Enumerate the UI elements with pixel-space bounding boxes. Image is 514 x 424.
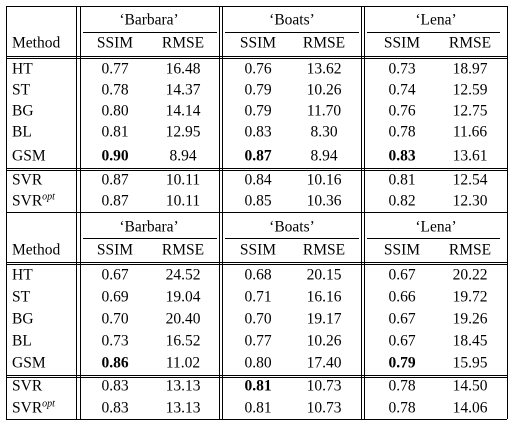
method-name [12, 172, 42, 188]
method-superscript: opt [42, 398, 55, 410]
ssim-value: 0.90 [101, 147, 129, 165]
rmse-value: 16.48 [165, 60, 201, 78]
ssim-value: 0.69 [101, 288, 129, 306]
ssim-value: 0.76 [388, 102, 416, 120]
method-name [12, 193, 55, 209]
rmse-value: 10.73 [306, 399, 342, 417]
method-label: BG [12, 310, 34, 328]
ssim-value: 0.66 [388, 288, 416, 306]
ssim-value: 0.81 [244, 377, 272, 395]
ssim-value: 0.67 [101, 266, 129, 284]
method-name [12, 289, 30, 305]
table-top-rule [6, 212, 507, 213]
ssim-value: 0.78 [388, 377, 416, 395]
ssim-value: 0.80 [244, 354, 272, 372]
image-name-header: ‘Lena’ [415, 218, 457, 236]
rmse-value: 10.26 [306, 332, 342, 350]
ssim-value: 0.78 [101, 81, 129, 99]
method-label: SVR [12, 399, 43, 417]
ssim-value: 0.76 [244, 60, 272, 78]
left-border [6, 6, 7, 212]
ssim-value: 0.79 [244, 81, 272, 99]
header-rule-second [6, 58, 507, 59]
ssim-header: SSIM [383, 34, 421, 52]
rmse-value: 8.94 [169, 147, 197, 165]
group-underline [225, 238, 359, 239]
ssim-value: 0.68 [244, 266, 272, 284]
method-name [12, 124, 32, 140]
rmse-value: 19.72 [452, 288, 488, 306]
ssim-value: 0.81 [244, 399, 272, 417]
column-double-rule [222, 212, 223, 419]
method-name [12, 355, 46, 371]
ssim-value: 0.80 [101, 102, 129, 120]
rmse-value: 19.17 [306, 310, 342, 328]
column-double-rule [80, 212, 81, 419]
method-label: GSM [12, 147, 46, 165]
method-name [12, 82, 30, 98]
table-bottom-rule [6, 419, 507, 420]
method-header: Method [12, 34, 61, 52]
ssim-value: 0.83 [388, 147, 416, 165]
ssim-value: 0.77 [244, 332, 272, 350]
header-rule [6, 262, 507, 263]
ssim-header: SSIM [239, 241, 277, 259]
column-double-rule [219, 212, 220, 419]
rmse-value: 18.97 [452, 60, 488, 78]
ssim-value: 0.83 [244, 123, 272, 141]
ssim-value: 0.73 [101, 332, 129, 350]
rmse-value: 11.02 [165, 354, 201, 372]
method-label: SVR [12, 377, 43, 395]
rmse-value: 11.70 [306, 102, 342, 120]
method-label: GSM [12, 354, 46, 372]
ssim-value: 0.85 [244, 192, 272, 210]
rmse-value: 19.04 [165, 288, 201, 306]
ssim-value: 0.87 [244, 147, 272, 165]
rmse-value: 10.11 [165, 192, 201, 210]
column-double-rule [361, 6, 362, 212]
image-name-header: ‘Boats’ [269, 218, 315, 236]
svr-separator-rule [6, 375, 507, 376]
ssim-header: SSIM [96, 34, 134, 52]
ssim-value: 0.77 [101, 60, 129, 78]
column-double-rule [76, 6, 77, 212]
ssim-value: 0.79 [244, 102, 272, 120]
ssim-value: 0.79 [388, 354, 416, 372]
ssim-value: 0.81 [101, 123, 129, 141]
image-name-header: ‘Barbara’ [119, 218, 179, 236]
rmse-value: 14.50 [452, 377, 488, 395]
column-double-rule [219, 6, 220, 212]
method-label: HT [12, 266, 33, 284]
rmse-value: 11.66 [452, 123, 488, 141]
rmse-value: 13.61 [452, 147, 488, 165]
ssim-value: 0.71 [244, 288, 272, 306]
rmse-value: 17.40 [306, 354, 342, 372]
method-name [12, 148, 46, 164]
ssim-value: 0.67 [388, 266, 416, 284]
rmse-value: 10.16 [306, 171, 342, 189]
method-name [12, 311, 34, 327]
rmse-value: 19.26 [452, 310, 488, 328]
rmse-value: 13.13 [165, 399, 201, 417]
method-label: ST [12, 81, 31, 99]
rmse-header: RMSE [302, 241, 346, 259]
method-superscript: opt [42, 191, 55, 203]
group-underline [367, 238, 500, 239]
column-double-rule [364, 6, 365, 212]
rmse-value: 12.95 [165, 123, 201, 141]
method-label: SVR [12, 192, 43, 210]
method-label: BG [12, 102, 34, 120]
method-label: SVR [12, 171, 43, 189]
ssim-value: 0.81 [388, 171, 416, 189]
ssim-value: 0.74 [388, 81, 416, 99]
ssim-value: 0.67 [388, 310, 416, 328]
column-double-rule [364, 212, 365, 419]
image-name-header: ‘Lena’ [415, 11, 457, 29]
column-double-rule [222, 6, 223, 212]
ssim-value: 0.83 [101, 377, 129, 395]
method-name [12, 333, 32, 349]
group-underline [367, 32, 500, 33]
ssim-value: 0.87 [101, 171, 129, 189]
column-double-rule [80, 6, 81, 212]
rmse-value: 8.94 [310, 147, 338, 165]
rmse-value: 13.62 [306, 60, 342, 78]
method-name [12, 61, 33, 77]
rmse-value: 20.40 [165, 310, 201, 328]
method-name [12, 267, 33, 283]
rmse-value: 10.11 [165, 171, 201, 189]
ssim-value: 0.86 [101, 354, 129, 372]
left-border [6, 212, 7, 419]
method-name [12, 400, 55, 416]
rmse-value: 24.52 [165, 266, 201, 284]
table-top-rule [6, 6, 507, 7]
rmse-value: 12.59 [452, 81, 488, 99]
rmse-header: RMSE [161, 241, 205, 259]
image-name-header: ‘Barbara’ [119, 11, 179, 29]
rmse-value: 12.30 [452, 192, 488, 210]
rmse-header: RMSE [161, 34, 205, 52]
group-underline [83, 32, 217, 33]
rmse-value: 20.15 [306, 266, 342, 284]
ssim-header: SSIM [383, 241, 421, 259]
ssim-value: 0.78 [388, 123, 416, 141]
rmse-value: 10.26 [306, 81, 342, 99]
right-border [507, 212, 508, 419]
ssim-value: 0.78 [388, 399, 416, 417]
header-rule-second [6, 264, 507, 265]
rmse-value: 14.06 [452, 399, 488, 417]
method-label: BL [12, 123, 32, 141]
method-label: BL [12, 332, 32, 350]
rmse-value: 8.30 [310, 123, 338, 141]
column-double-rule [361, 212, 362, 419]
rmse-value: 18.45 [452, 332, 488, 350]
svr-separator-rule [6, 168, 507, 169]
method-header: Method [12, 241, 61, 259]
rmse-value: 10.36 [306, 192, 342, 210]
ssim-value: 0.70 [244, 310, 272, 328]
column-double-rule [76, 212, 77, 419]
ssim-value: 0.84 [244, 171, 272, 189]
rmse-value: 16.52 [165, 332, 201, 350]
rmse-value: 13.13 [165, 377, 201, 395]
ssim-value: 0.83 [101, 399, 129, 417]
ssim-header: SSIM [96, 241, 134, 259]
ssim-value: 0.82 [388, 192, 416, 210]
ssim-value: 0.73 [388, 60, 416, 78]
rmse-header: RMSE [302, 34, 346, 52]
ssim-value: 0.70 [101, 310, 129, 328]
method-label: HT [12, 60, 33, 78]
rmse-value: 15.95 [452, 354, 488, 372]
ssim-value: 0.67 [388, 332, 416, 350]
rmse-header: RMSE [448, 241, 492, 259]
ssim-value: 0.87 [101, 192, 129, 210]
rmse-value: 14.14 [165, 102, 201, 120]
rmse-value: 14.37 [165, 81, 201, 99]
method-name [12, 103, 34, 119]
method-name [12, 378, 42, 394]
header-rule [6, 56, 507, 57]
group-underline [225, 32, 359, 33]
right-border [507, 6, 508, 212]
rmse-value: 16.16 [306, 288, 342, 306]
rmse-value: 12.54 [452, 171, 488, 189]
ssim-header: SSIM [239, 34, 277, 52]
group-underline [83, 238, 217, 239]
rmse-value: 12.75 [452, 102, 488, 120]
image-name-header: ‘Boats’ [269, 11, 315, 29]
rmse-value: 20.22 [452, 266, 488, 284]
rmse-header: RMSE [448, 34, 492, 52]
rmse-value: 10.73 [306, 377, 342, 395]
method-label: ST [12, 288, 31, 306]
